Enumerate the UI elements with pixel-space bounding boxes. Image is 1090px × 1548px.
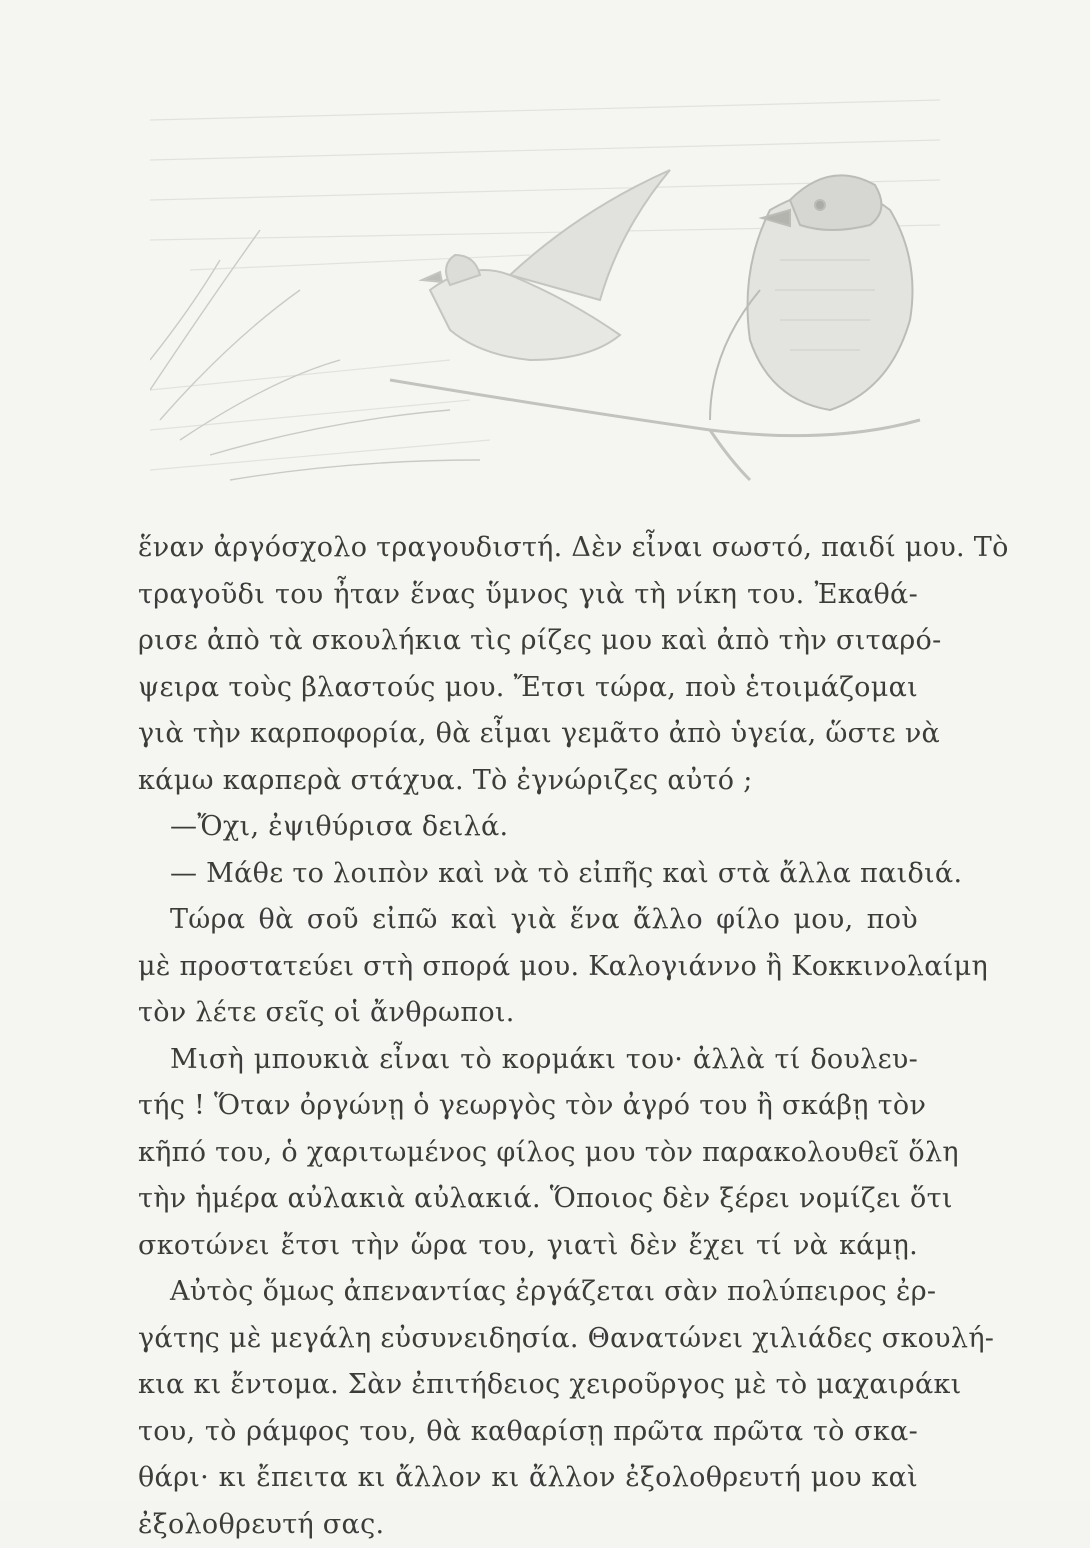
text-line: μὲ προστατεύει στὴ σπορά μου. Καλογιάννο ἢ Κοκκινολαίμη — [138, 944, 918, 991]
birds-on-branch-illustration — [150, 60, 940, 530]
text-line: του, τὸ ράμφος του, θὰ καθαρίσῃ πρῶτα πρῶτα τὸ σκα- — [138, 1409, 918, 1456]
text-line: τής ! Ὅταν ὀργώνῃ ὁ γεωργὸς τὸν ἀγρό του ἢ σκάβῃ τὸν — [138, 1083, 918, 1130]
text-line: τὴν ἡμέρα αὐλακιὰ αὐλακιά. Ὅποιος δὲν ξέρει νομίζει ὅτι — [138, 1176, 918, 1223]
text-line: κάμω καρπερὰ στάχυα. Τὸ ἐγνώριζες αὐτό ; — [138, 758, 918, 805]
text-line: ἕναν ἀργόσχολο τραγουδιστή. Δὲν εἶναι σωστό, παιδί μου. Τὸ — [138, 525, 918, 572]
text-line: θάρι· κι ἔπειτα κι ἄλλον κι ἄλλον ἐξολοθρευτή μου καὶ — [138, 1455, 918, 1502]
text-line: γιὰ τὴν καρποφορία, θὰ εἶμαι γεμᾶτο ἀπὸ ὑγεία, ὥστε νὰ — [138, 711, 918, 758]
text-line: Μισὴ μπουκιὰ εἶναι τὸ κορμάκι του· ἀλλὰ τί δουλευ- — [138, 1037, 918, 1084]
text-line: κῆπό του, ὁ χαριτωμένος φίλος μου τὸν παρακολουθεῖ ὅλη — [138, 1130, 918, 1177]
body-text — [138, 525, 918, 1548]
text-line: ψειρα τοὺς βλαστούς μου. Ἔτσι τώρα, ποὺ ἑτοιμάζομαι — [138, 665, 918, 712]
text-line: ἐξολοθρευτή σας. — [138, 1502, 918, 1548]
text-line: τραγοῦδι του ἦταν ἕνας ὕμνος γιὰ τὴ νίκη του. Ἐκαθά- — [138, 572, 918, 619]
text-line: Τώρα θὰ σοῦ εἰπῶ καὶ γιὰ ἕνα ἄλλο φίλο μου, ποὺ — [138, 897, 918, 944]
text-line: — Μάθε το λοιπὸν καὶ νὰ τὸ εἰπῆς καὶ στὰ ἄλλα παιδιά. — [138, 851, 918, 898]
text-line: γάτης μὲ μεγάλη εὐσυνειδησία. Θανατώνει χιλιάδες σκουλή- — [138, 1316, 918, 1363]
text-line: ρισε ἀπὸ τὰ σκουλήκια τὶς ρίζες μου καὶ ἀπὸ τὴν σιταρό- — [138, 618, 918, 665]
text-line: —Ὄχι, ἐψιθύρισα δειλά. — [138, 804, 918, 851]
text-line: τὸν λέτε σεῖς οἱ ἄνθρωποι. — [138, 990, 918, 1037]
text-line: κια κι ἔντομα. Σὰν ἐπιτήδειος χειροῦργος μὲ τὸ μαχαιράκι — [138, 1362, 918, 1409]
text-line: σκοτώνει ἔτσι τὴν ὥρα του, γιατὶ δὲν ἔχει τί νὰ κάμῃ. — [138, 1223, 918, 1270]
text-line: Αὐτὸς ὅμως ἀπεναντίας ἐργάζεται σὰν πολύπειρος ἐρ- — [138, 1269, 918, 1316]
